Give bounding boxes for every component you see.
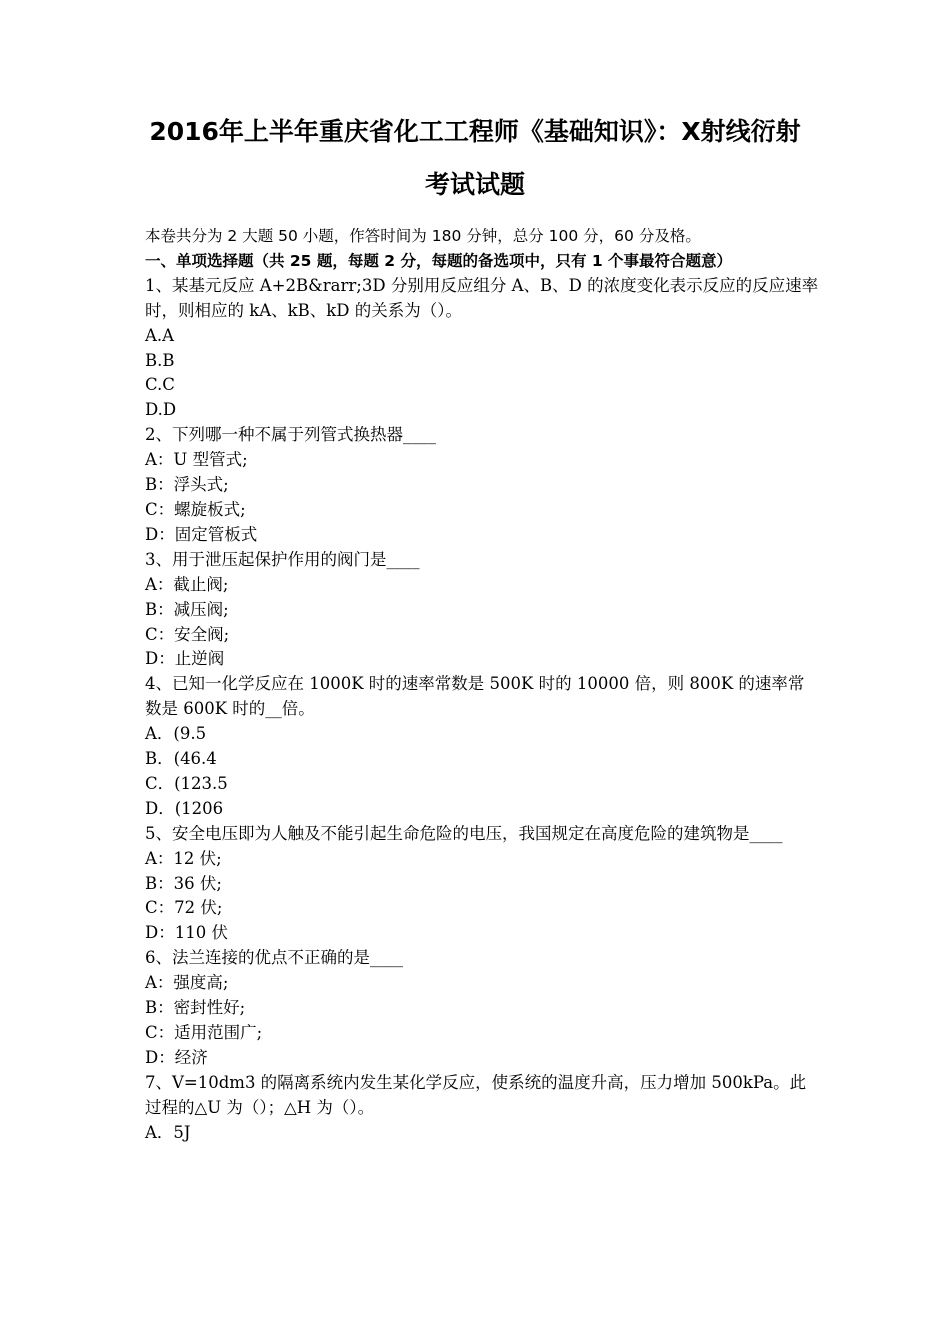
option-a: A.A bbox=[145, 325, 175, 345]
question-1 bbox=[145, 274, 820, 423]
document-title-line-1: 2016年上半年重庆省化工工程师《基础知识》：X射线衍射 bbox=[149, 117, 801, 146]
question-text: 6、法兰连接的优点不正确的是____ bbox=[145, 948, 403, 968]
question-text: 2、下列哪一种不属于列管式换热器____ bbox=[145, 425, 436, 445]
question-3 bbox=[145, 548, 820, 673]
option-b: B：减压阀; bbox=[145, 599, 229, 619]
option-a: A：12 伏; bbox=[145, 848, 222, 868]
option-c: C：螺旋板式; bbox=[145, 499, 246, 519]
option-d: D：止逆阀 bbox=[145, 649, 225, 669]
option-a: A：强度高; bbox=[145, 973, 229, 993]
option-d: D：110 伏 bbox=[145, 923, 228, 943]
option-d: D.D bbox=[145, 400, 177, 420]
option-c: C．(123.5 bbox=[145, 773, 228, 793]
option-a: A：U 型管式; bbox=[145, 450, 248, 470]
option-b: B.B bbox=[145, 350, 175, 370]
document-title-line-2: 考试试题 bbox=[424, 170, 525, 199]
document-body bbox=[145, 224, 820, 1146]
question-7 bbox=[145, 1071, 820, 1146]
question-text: 4、已知一化学反应在 1000K 时的速率常数是 500K 时的 10000 倍，则 800K 的速率常数是 600K 时的__倍。 bbox=[145, 674, 805, 719]
option-a: A．(9.5 bbox=[145, 724, 207, 744]
question-text: 5、安全电压即为人触及不能引起生命危险的电压，我国规定在高度危险的建筑物是____ bbox=[145, 823, 783, 843]
option-c: C.C bbox=[145, 375, 175, 395]
question-4 bbox=[145, 672, 820, 821]
question-2 bbox=[145, 423, 820, 548]
question-text: 3、用于泄压起保护作用的阀门是____ bbox=[145, 549, 420, 569]
option-a: A．5J bbox=[145, 1122, 191, 1142]
option-c: C：安全阀; bbox=[145, 624, 230, 644]
option-d: D：固定管板式 bbox=[145, 524, 258, 544]
question-5 bbox=[145, 822, 820, 947]
option-c: C：适用范围广; bbox=[145, 1023, 263, 1042]
option-d: D．(1206 bbox=[145, 798, 224, 818]
section-heading: 一、单项选择题（共 25 题，每题 2 分，每题的备选项中，只有 1 个事最符合题意） bbox=[145, 251, 733, 270]
exam-intro: 本卷共分为 2 大题 50 小题，作答时间为 180 分钟，总分 100 分，60 分及格。 bbox=[145, 227, 701, 245]
option-b: B：浮头式; bbox=[145, 475, 229, 495]
option-a: A：截止阀; bbox=[145, 574, 229, 594]
question-text: 1、某基元反应 A+2B&rarr;3D 分别用反应组分 A、B、D 的浓度变化表示反应的反应速率时，则相应的 kA、kB、kD 的关系为（）。 bbox=[145, 275, 819, 320]
option-c: C：72 伏; bbox=[145, 898, 223, 918]
option-d: D：经济 bbox=[145, 1047, 208, 1067]
question-6 bbox=[145, 946, 820, 1071]
option-b: B．(46.4 bbox=[145, 749, 217, 769]
option-b: B：36 伏; bbox=[145, 873, 222, 893]
option-b: B：密封性好; bbox=[145, 998, 246, 1018]
question-text: 7、V=10dm3 的隔离系统内发生某化学反应，使系统的温度升高，压力增加 500kPa。此过程的△U 为（）；△H 为（）。 bbox=[145, 1072, 807, 1117]
